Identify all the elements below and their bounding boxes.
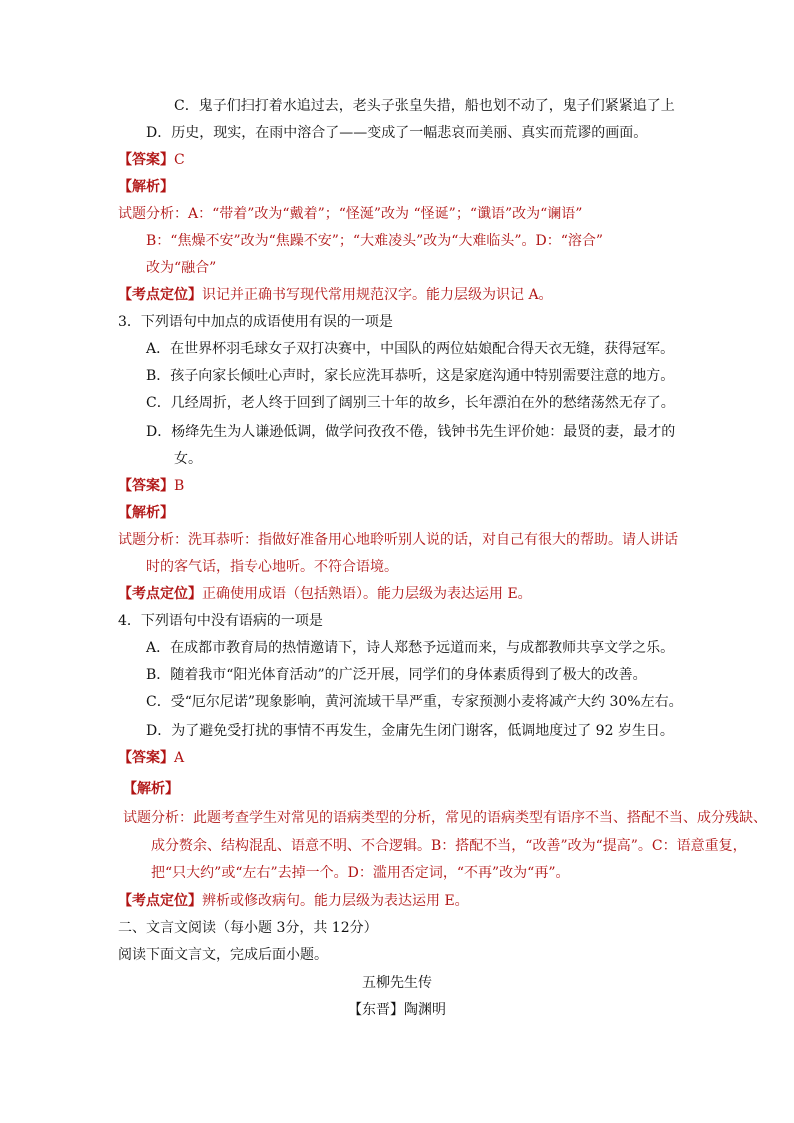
q4-analysis-tag: 【解析】 (123, 781, 179, 797)
q3-point: 正确使用成语（包括熟语）。能力层级为表达运用 E。 (202, 586, 532, 602)
passage-author-line (0, 1000, 794, 1020)
q2-analysis-tag: 【解析】 (118, 179, 174, 195)
q2-option-c: C．鬼子们扫打着水追过去，老头子张皇失措，船也划不动了，鬼子们紧紧追了上 (174, 98, 675, 114)
author-dynasty: 【东晋】 (348, 1002, 404, 1018)
q4-option-d: D．为了避免受打扰的事情不再发生，金庸先生闭门谢客，低调地度过了 92 岁生日。 (146, 723, 674, 739)
q2-analysis-1-red: “怪诞”；“谶语”改为“谰语” (413, 206, 583, 222)
q2-analysis-line-3: 改为“融合” (146, 260, 217, 276)
q2-answer: C (174, 152, 185, 168)
q3-answer: B (174, 478, 185, 494)
point-tag: 【考点定位】 (118, 586, 202, 602)
q4-analysis-line-3: 把“只大约”或“左右”去掉一个。D：滥用否定词，“不再”改为“再”。 (151, 865, 570, 881)
q4-answer: A (174, 750, 185, 766)
q3-point-line (118, 584, 532, 604)
q3-option-b: B．孩子向家长倾吐心声时，家长应洗耳恭听，这是家庭沟通中特别需要注意的地方。 (146, 368, 675, 384)
q2-point-line (118, 285, 553, 305)
q4-answer-line (118, 748, 184, 768)
q3-option-a: A．在世界杯羽毛球女子双打决赛中，中国队的两位姑娘配合得天衣无缝，获得冠军。 (146, 341, 675, 357)
q2-point: 识记并正确书写现代常用规范汉字。能力层级为识记 A。 (202, 287, 553, 303)
q2-analysis-line-2: B：“焦燥不安”改为“焦躁不安”；“大难凌头”改为“大难临头”。D：“溶合” (146, 233, 604, 249)
answer-tag: 【答案】 (118, 152, 174, 168)
q2-analysis-1-prefix: 试题分析：A：“带着”改为“戴着”；“怪涎”改为 (118, 206, 414, 222)
section2-heading: 二、文言文阅读（每小题 3分，共 12分） (118, 920, 378, 936)
q4-option-b: B．随着我市“阳光体育活动”的广泛开展，同学们的身体素质得到了极大的改善。 (146, 667, 647, 683)
q3-answer-line (118, 476, 184, 496)
q3-analysis-tag: 【解析】 (118, 505, 174, 521)
q2-option-d: D．历史，现实，在雨中溶合了——变成了一幅悲哀而美丽、真实而荒谬的画面。 (146, 125, 648, 141)
point-tag: 【考点定位】 (118, 893, 202, 909)
passage-title: 五柳先生传 (362, 975, 432, 991)
q3-option-c: C．几经周折，老人终于回到了阔别三十年的故乡，长年漂泊在外的愁绪荡然无存了。 (146, 395, 675, 411)
q2-analysis-line-1 (118, 204, 582, 224)
q3-analysis-line-2: 时的客气话，指专心地听。不符合语境。 (146, 559, 398, 575)
q3-question: 3．下列语句中加点的成语使用有误的一项是 (118, 314, 393, 330)
author-name: 陶渊明 (404, 1002, 446, 1018)
q3-option-d-line-2: 女。 (174, 451, 202, 467)
q4-point-line (118, 891, 469, 911)
q3-analysis-line-1: 试题分析：洗耳恭听：指做好准备用心地聆听别人说的话，对自己有很大的帮助。请人讲话 (118, 532, 678, 548)
q3-option-d-line-1: D．杨绛先生为人谦逊低调，做学问孜孜不倦，钱钟书先生评价她：最贤的妻，最才的 (146, 424, 676, 440)
point-tag: 【考点定位】 (118, 287, 202, 303)
q2-answer-line (118, 150, 185, 170)
q4-analysis-line-2: 成分赘余、结构混乱、语意不明、不合逻辑。B：搭配不当，“改善”改为“提高”。C：语意重复， (151, 838, 747, 854)
q4-option-a: A．在成都市教育局的热情邀请下，诗人郑愁予远道而来，与成都教师共享文学之乐。 (146, 640, 675, 656)
section2-instruction: 阅读下面文言文，完成后面小题。 (118, 947, 328, 963)
answer-tag: 【答案】 (118, 478, 174, 494)
q4-option-c: C．受“厄尔尼诺”现象影响，黄河流域干旱严重，专家预测小麦将减产大约 30%左右。 (146, 694, 683, 710)
q4-analysis-line-1: 试题分析：此题考查学生对常见的语病类型的分析，常见的语病类型有语序不当、搭配不当、成分残缺、 (123, 810, 767, 826)
q4-question: 4．下列语句中没有语病的一项是 (118, 613, 323, 629)
answer-tag: 【答案】 (118, 750, 174, 766)
q4-point: 辨析或修改病句。能力层级为表达运用 E。 (202, 893, 469, 909)
